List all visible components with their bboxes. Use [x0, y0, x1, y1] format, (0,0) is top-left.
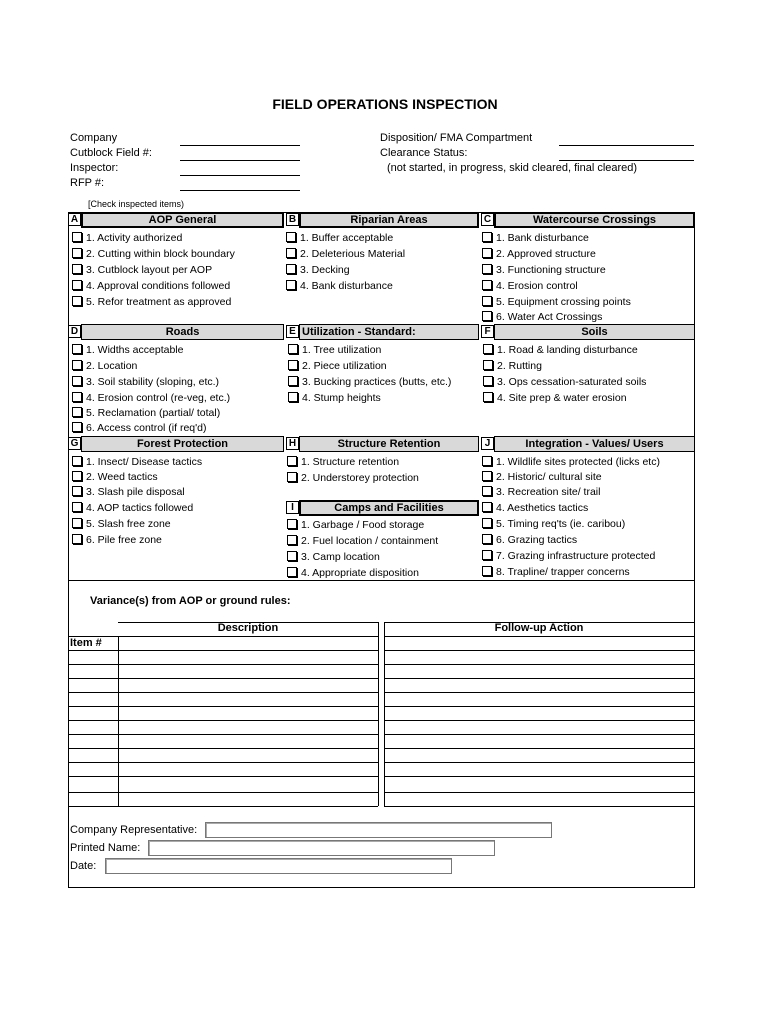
- section-c-header: Watercourse Crossings: [494, 212, 695, 228]
- checkbox[interactable]: [72, 344, 82, 354]
- checklist-item[interactable]: 1. Bank disturbance: [482, 231, 631, 245]
- checklist-item[interactable]: 3. Decking: [286, 263, 405, 277]
- checkbox[interactable]: [72, 471, 82, 481]
- checkbox[interactable]: [286, 264, 296, 274]
- item-column-divider: [118, 636, 119, 806]
- date-label: Date:: [70, 860, 97, 872]
- section-j-letter: J: [481, 437, 494, 450]
- checklist-item[interactable]: 2. Location: [72, 359, 230, 373]
- checkbox[interactable]: [482, 232, 492, 242]
- checklist-item[interactable]: 3. Soil stability (sloping, etc.): [72, 375, 230, 389]
- checklist-item[interactable]: 3. Ops cessation-saturated soils: [483, 375, 646, 389]
- checklist-item[interactable]: 3. Camp location: [287, 550, 438, 564]
- checklist-item[interactable]: 1. Garbage / Food storage: [287, 518, 438, 532]
- table-rule: [384, 622, 695, 623]
- table-rule: [68, 692, 378, 693]
- rfp-label: RFP #:: [70, 177, 105, 189]
- checkbox[interactable]: [482, 518, 492, 528]
- checkbox[interactable]: [286, 248, 296, 258]
- section-b-list: [286, 231, 405, 293]
- table-rule: [384, 806, 695, 807]
- checklist-item[interactable]: 8. Trapline/ trapper concerns: [482, 565, 660, 579]
- table-rule: [384, 748, 695, 749]
- checkbox[interactable]: [482, 311, 492, 321]
- checkbox[interactable]: [72, 264, 82, 274]
- section-d-header: Roads: [81, 324, 284, 340]
- page-title: FIELD OPERATIONS INSPECTION: [272, 96, 498, 112]
- checkbox[interactable]: [287, 472, 297, 482]
- clearance-field[interactable]: [559, 160, 694, 161]
- section-j-list: [482, 455, 660, 579]
- checkbox[interactable]: [287, 535, 297, 545]
- inspector-field[interactable]: [180, 175, 300, 176]
- checkbox[interactable]: [72, 232, 82, 242]
- section-g-header: Forest Protection: [81, 436, 284, 452]
- checklist-item[interactable]: 1. Road & landing disturbance: [483, 343, 646, 357]
- checklist-item[interactable]: 2. Understorey protection: [287, 471, 419, 485]
- checkbox[interactable]: [482, 471, 492, 481]
- checklist-item[interactable]: 4. Aesthetics tactics: [482, 501, 660, 515]
- checkbox[interactable]: [287, 456, 297, 466]
- table-rule: [384, 636, 695, 637]
- followup-column-header: Follow-up Action: [494, 622, 584, 634]
- checklist-item[interactable]: 1. Insect/ Disease tactics: [72, 455, 202, 469]
- section-f-header: Soils: [494, 324, 695, 340]
- inspector-label: Inspector:: [70, 162, 119, 174]
- checkbox[interactable]: [287, 567, 297, 577]
- checklist-item[interactable]: 5. Timing req'ts (ie. caribou): [482, 517, 660, 531]
- section-i-letter: I: [286, 501, 299, 514]
- checkbox[interactable]: [72, 280, 82, 290]
- checkbox[interactable]: [72, 422, 82, 432]
- section-i-list: [287, 518, 438, 580]
- section-d-letter: D: [68, 325, 81, 338]
- checkbox[interactable]: [482, 502, 492, 512]
- checklist-item[interactable]: 3. Slash pile disposal: [72, 485, 202, 499]
- checklist-item[interactable]: 4. Stump heights: [288, 391, 451, 405]
- table-rule: [384, 650, 695, 651]
- company-label: Company: [70, 132, 118, 144]
- section-c-letter: C: [481, 213, 494, 226]
- checklist-item[interactable]: 4. Appropriate disposition: [287, 566, 438, 580]
- checkbox[interactable]: [483, 392, 493, 402]
- disposition-field[interactable]: [559, 145, 694, 146]
- checkbox[interactable]: [482, 264, 492, 274]
- checkbox[interactable]: [72, 376, 82, 386]
- company-rep-field[interactable]: [205, 822, 552, 838]
- checklist-item[interactable]: 4. Approval conditions followed: [72, 279, 235, 293]
- checkbox[interactable]: [286, 232, 296, 242]
- table-rule: [68, 792, 378, 793]
- checklist-item[interactable]: 3. Functioning structure: [482, 263, 631, 277]
- section-d-list: [72, 343, 230, 435]
- checkbox[interactable]: [288, 360, 298, 370]
- table-rule: [384, 762, 695, 763]
- section-c-list: [482, 231, 631, 324]
- section-a-header: AOP General: [81, 212, 284, 228]
- section-h-list: [287, 455, 419, 485]
- description-column-header: Description: [217, 622, 279, 634]
- table-rule: [68, 664, 378, 665]
- printed-name-label: Printed Name:: [70, 842, 141, 854]
- checkbox[interactable]: [72, 248, 82, 258]
- section-a-list: [72, 231, 235, 309]
- variance-table[interactable]: [68, 622, 695, 806]
- table-rule: [384, 720, 695, 721]
- checkbox[interactable]: [288, 392, 298, 402]
- checkbox[interactable]: [482, 486, 492, 496]
- table-rule: [68, 678, 378, 679]
- section-g-list: [72, 455, 202, 547]
- variance-heading: Variance(s) from AOP or ground rules:: [90, 595, 291, 607]
- section-e-list: [288, 343, 451, 405]
- checkbox[interactable]: [483, 344, 493, 354]
- date-field[interactable]: [105, 858, 452, 874]
- checklist-item[interactable]: 6. Water Act Crossings: [482, 310, 631, 324]
- checkbox[interactable]: [72, 534, 82, 544]
- section-f-letter: F: [481, 325, 494, 338]
- checkbox[interactable]: [72, 392, 82, 402]
- checklist-item[interactable]: 2. Rutting: [483, 359, 646, 373]
- section-h-letter: H: [286, 437, 299, 450]
- checklist-item[interactable]: 1. Activity authorized: [72, 231, 235, 245]
- checklist-item[interactable]: 1. Structure retention: [287, 455, 419, 469]
- table-rule: [68, 650, 378, 651]
- table-rule: [68, 776, 378, 777]
- checklist-item[interactable]: 2. Fuel location / containment: [287, 534, 438, 548]
- company-rep-label: Company Representative:: [70, 824, 198, 836]
- table-rule: [384, 792, 695, 793]
- checklist-item[interactable]: 6. Grazing tactics: [482, 533, 660, 547]
- table-rule: [68, 706, 378, 707]
- item-column-header: Item #: [70, 637, 102, 649]
- check-note: [Check inspected items): [88, 199, 185, 209]
- rfp-field[interactable]: [180, 190, 300, 191]
- checkbox[interactable]: [72, 407, 82, 417]
- checkbox[interactable]: [482, 534, 492, 544]
- checklist-item[interactable]: 5. Refor treatment as approved: [72, 295, 235, 309]
- checkbox[interactable]: [483, 376, 493, 386]
- checklist-item[interactable]: 4. Erosion control (re-veg, etc.): [72, 391, 230, 405]
- section-a-letter: A: [68, 213, 81, 226]
- table-rule: [384, 692, 695, 693]
- checklist-item[interactable]: 2. Piece utilization: [288, 359, 451, 373]
- checkbox[interactable]: [482, 456, 492, 466]
- table-rule: [384, 734, 695, 735]
- checklist-item[interactable]: 4. Bank disturbance: [286, 279, 405, 293]
- company-field[interactable]: [180, 145, 300, 146]
- checklist-item[interactable]: 5. Reclamation (partial/ total): [72, 406, 230, 420]
- checklist-item[interactable]: 2. Cutting within block boundary: [72, 247, 235, 261]
- table-rule: [68, 748, 378, 749]
- section-e-letter: E: [286, 325, 299, 338]
- section-h-header: Structure Retention: [299, 436, 479, 452]
- checklist-item[interactable]: 2. Deleterious Material: [286, 247, 405, 261]
- table-rule: [384, 706, 695, 707]
- checklist-item[interactable]: 4. Erosion control: [482, 279, 631, 293]
- clearance-note: (not started, in progress, skid cleared, final cleared): [387, 162, 638, 174]
- checklist-item[interactable]: 3. Cutblock layout per AOP: [72, 263, 235, 277]
- table-rule: [68, 806, 378, 807]
- checkbox[interactable]: [72, 456, 82, 466]
- checkbox[interactable]: [72, 360, 82, 370]
- checkbox[interactable]: [288, 344, 298, 354]
- checkbox[interactable]: [482, 566, 492, 576]
- checkbox[interactable]: [483, 360, 493, 370]
- checklist-item[interactable]: 4. AOP tactics followed: [72, 501, 202, 515]
- cutblock-label: Cutblock Field #:: [70, 147, 152, 159]
- section-b-header: Riparian Areas: [299, 212, 479, 228]
- checkbox[interactable]: [482, 248, 492, 258]
- section-e-header: Utilization - Standard:: [299, 324, 479, 340]
- checkbox[interactable]: [72, 486, 82, 496]
- table-rule: [118, 622, 378, 623]
- checkbox[interactable]: [482, 296, 492, 306]
- checklist-item[interactable]: 2. Historic/ cultural site: [482, 470, 660, 484]
- table-rule: [384, 776, 695, 777]
- checkbox[interactable]: [482, 550, 492, 560]
- variance-divider: [68, 580, 695, 581]
- checklist-item[interactable]: 6. Pile free zone: [72, 533, 202, 547]
- checklist-item[interactable]: 1. Widths acceptable: [72, 343, 230, 357]
- checkbox[interactable]: [287, 519, 297, 529]
- checkbox[interactable]: [286, 280, 296, 290]
- checklist-item[interactable]: 3. Recreation site/ trail: [482, 485, 660, 499]
- checkbox[interactable]: [482, 280, 492, 290]
- table-rule: [68, 734, 378, 735]
- checkbox[interactable]: [72, 502, 82, 512]
- section-g-letter: G: [68, 437, 81, 450]
- checkbox[interactable]: [72, 296, 82, 306]
- printed-name-field[interactable]: [148, 840, 495, 856]
- section-j-header: Integration - Values/ Users: [494, 436, 695, 452]
- table-rule: [68, 762, 378, 763]
- checklist-item[interactable]: 1. Wildlife sites protected (licks etc): [482, 455, 660, 469]
- table-rule: [384, 664, 695, 665]
- checklist-item[interactable]: 6. Access control (if req'd): [72, 421, 230, 435]
- checklist-item[interactable]: 5. Slash free zone: [72, 517, 202, 531]
- table-rule: [68, 720, 378, 721]
- checklist-item[interactable]: 1. Tree utilization: [288, 343, 451, 357]
- checklist-item[interactable]: 5. Equipment crossing points: [482, 295, 631, 309]
- section-i-header: Camps and Facilities: [299, 500, 479, 516]
- checklist-item[interactable]: 7. Grazing infrastructure protected: [482, 549, 660, 563]
- disposition-label: Disposition/ FMA Compartment: [380, 132, 533, 144]
- section-f-list: [483, 343, 646, 405]
- table-rule: [68, 636, 378, 637]
- checklist-item[interactable]: 3. Bucking practices (butts, etc.): [288, 375, 451, 389]
- checkbox[interactable]: [72, 518, 82, 528]
- checklist-item[interactable]: 1. Buffer acceptable: [286, 231, 405, 245]
- clearance-label: Clearance Status:: [380, 147, 468, 159]
- description-right-border: [378, 622, 379, 806]
- cutblock-field[interactable]: [180, 160, 300, 161]
- checklist-item[interactable]: 2. Approved structure: [482, 247, 631, 261]
- section-b-letter: B: [286, 213, 299, 226]
- table-rule: [384, 678, 695, 679]
- checkbox[interactable]: [287, 551, 297, 561]
- checkbox[interactable]: [288, 376, 298, 386]
- checklist-item[interactable]: 2. Weed tactics: [72, 470, 202, 484]
- checklist-item[interactable]: 4. Site prep & water erosion: [483, 391, 646, 405]
